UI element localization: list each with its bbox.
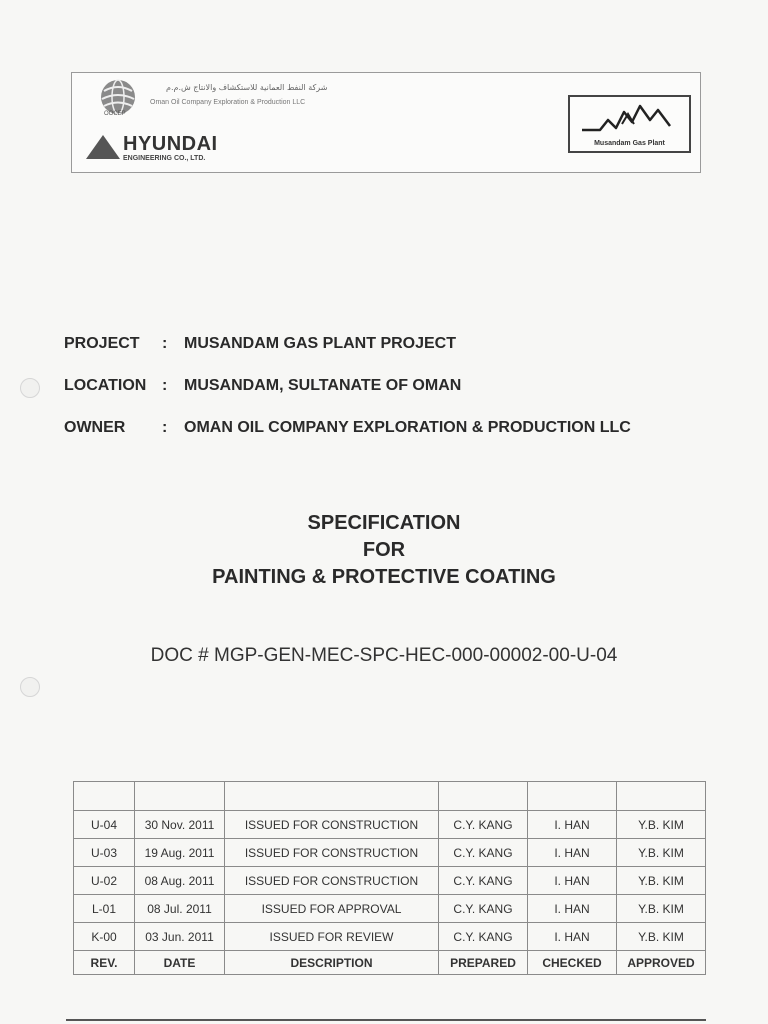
table-cell [439, 782, 528, 811]
plant-logo-caption: Musandam Gas Plant [594, 140, 665, 147]
project-colon: : [162, 335, 168, 352]
oocep-english-name: Oman Oil Company Exploration & Production LLC [150, 99, 306, 106]
owner-label: OWNER [64, 419, 126, 436]
rev-cell: K-00 [74, 923, 135, 951]
date-cell: 08 Jul. 2011 [135, 895, 225, 923]
prepared-cell: C.Y. KANG [439, 811, 528, 839]
description-cell: ISSUED FOR CONSTRUCTION [225, 867, 439, 895]
description-cell: ISSUED FOR CONSTRUCTION [225, 811, 439, 839]
prepared-cell: C.Y. KANG [439, 839, 528, 867]
hyundai-triangle-logo [86, 135, 120, 159]
owner-row [64, 419, 631, 437]
blank-row [74, 782, 706, 811]
title-line-2: FOR [362, 539, 406, 561]
prepared-cell: C.Y. KANG [439, 895, 528, 923]
checked-cell: I. HAN [528, 811, 617, 839]
table-cell [135, 782, 225, 811]
rev-cell: U-02 [74, 867, 135, 895]
date-cell: 19 Aug. 2011 [135, 839, 225, 867]
date-cell: 03 Jun. 2011 [135, 923, 225, 951]
table-row [74, 839, 706, 867]
location-label: LOCATION [64, 377, 147, 394]
table-cell [528, 782, 617, 811]
rev-cell: U-04 [74, 811, 135, 839]
header-prepared: PREPARED [439, 951, 528, 975]
oocep-abbreviation: OOCEP [104, 111, 126, 117]
header-description: DESCRIPTION [225, 951, 439, 975]
location-value: MUSANDAM, SULTANATE OF OMAN [184, 377, 462, 394]
approved-cell: Y.B. KIM [617, 839, 706, 867]
header-checked: CHECKED [528, 951, 617, 975]
table-row [74, 811, 706, 839]
bottom-rule [66, 1019, 706, 1021]
location-row [64, 377, 461, 395]
header-approved: APPROVED [617, 951, 706, 975]
project-value: MUSANDAM GAS PLANT PROJECT [184, 335, 457, 352]
rev-cell: L-01 [74, 895, 135, 923]
doc-number: DOC # MGP-GEN-MEC-SPC-HEC-000-00002-00-U-04 [150, 645, 618, 666]
project-label: PROJECT [64, 335, 140, 352]
punch-hole [20, 677, 40, 697]
hyundai-name: HYUNDAI [123, 133, 218, 155]
title-line-1: SPECIFICATION [307, 512, 461, 534]
prepared-cell: C.Y. KANG [439, 867, 528, 895]
musandam-gas-plant-logo [568, 95, 691, 153]
checked-cell: I. HAN [528, 895, 617, 923]
header-logo-box [71, 72, 701, 173]
approved-cell: Y.B. KIM [617, 895, 706, 923]
table-cell [225, 782, 439, 811]
checked-cell: I. HAN [528, 839, 617, 867]
description-cell: ISSUED FOR APPROVAL [225, 895, 439, 923]
title-line-3: PAINTING & PROTECTIVE COATING [212, 566, 556, 588]
prepared-cell: C.Y. KANG [439, 923, 528, 951]
owner-colon: : [162, 419, 168, 436]
table-cell [617, 782, 706, 811]
hyundai-subtitle: ENGINEERING CO., LTD. [123, 155, 206, 162]
table-row [74, 895, 706, 923]
owner-value: OMAN OIL COMPANY EXPLORATION & PRODUCTION LLC [184, 419, 631, 436]
checked-cell: I. HAN [528, 867, 617, 895]
revision-table [73, 781, 706, 975]
date-cell: 08 Aug. 2011 [135, 867, 225, 895]
description-cell: ISSUED FOR REVIEW [225, 923, 439, 951]
rev-cell: U-03 [74, 839, 135, 867]
approved-cell: Y.B. KIM [617, 811, 706, 839]
table-row [74, 867, 706, 895]
approved-cell: Y.B. KIM [617, 923, 706, 951]
project-row [64, 335, 456, 353]
location-colon: : [162, 377, 168, 394]
oocep-arabic-name: شركة النفط العمانية للاستكشاف والانتاج ش.م.م [166, 83, 328, 92]
table-header-row [74, 951, 706, 975]
header-rev: REV. [74, 951, 135, 975]
mountain-icon [578, 100, 684, 136]
date-cell: 30 Nov. 2011 [135, 811, 225, 839]
approved-cell: Y.B. KIM [617, 867, 706, 895]
header-date: DATE [135, 951, 225, 975]
punch-hole [20, 378, 40, 398]
table-cell [74, 782, 135, 811]
checked-cell: I. HAN [528, 923, 617, 951]
table-row [74, 923, 706, 951]
description-cell: ISSUED FOR CONSTRUCTION [225, 839, 439, 867]
